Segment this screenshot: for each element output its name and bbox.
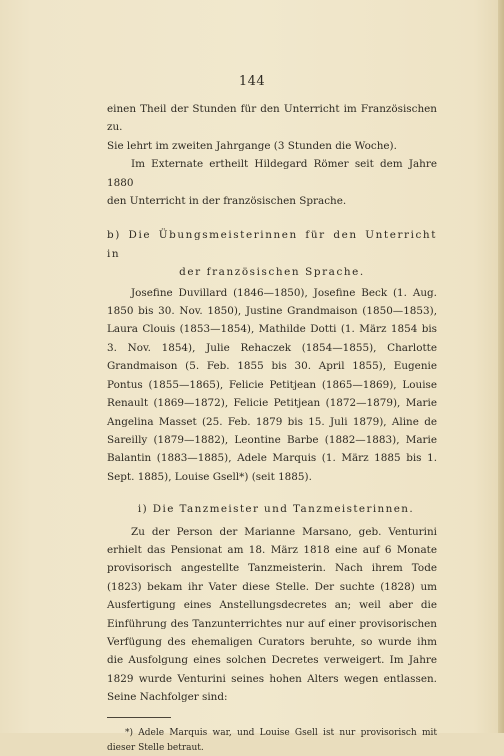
page-number: 144 <box>238 74 266 89</box>
page-body <box>107 100 437 756</box>
section-heading-b-line2: der französischen Sprache. <box>179 266 365 279</box>
footnote-divider <box>107 717 171 718</box>
paragraph-dance-masters: Zu der Person der Marianne Marsano, geb. Venturini erhielt das Pensionat am 18. März 1818 eine auf 6 Monate provisorisch angestellte Tanzmeisterin. Nach ihrem Tode (1823) bekam ihr Vater diese Stelle. Der suchte (1828) um Ausfertigung eines Anstellungsdecretes an; weil aber die Einführung des Tanzunterrichtes nur auf einer provisorischen Verfügung des ehemaligen Curators beruhte, so wurde ihm die Ausfolgung eines solchen Decretes verweigert. Im Jahre 1829 wurde Venturini seines hohen Alters wegen entlassen. Seine Nachfolger sind: <box>107 525 437 704</box>
section-heading-i: i) Die Tanzmeister und Tanzmeisterinnen. <box>137 503 415 516</box>
page-edge <box>498 0 504 733</box>
paragraph-teachers: Josefine Duvillard (1846—1850), Josefine Beck (1. Aug. 1850 bis 30. Nov. 1850), Justine Grandmaison (1850—1853), Laura Clouis (1853—1854), Mathilde Dotti (1. März 1854 bis 3. Nov. 1854), Julie Rehaczek (1854—1855), Charlotte Grandmaison (5. Feb. 1855 bis 30. April 1855), Eugenie Pontus (1855—1865), Felicie Petitjean (1865—1869), Louise Renault (1869—1872), Felicie Petitjean (1872—1879), Marie Angelina Masset (25. Feb. 1879 bis 15. Juli 1879), Aline de Sareilly (1879—1882), Leontine Barbe (1882—1883), Marie Balantin (1883—1885), Adele Marquis (1. März 1885 bis 1. Sept. 1885), Louise Gsell*) (seit 1885). <box>107 286 437 483</box>
section-heading-b-line1: b) Die Übungsmeisterinnen für den Unterricht in <box>107 229 437 260</box>
text-line: einen Theil der Stunden für den Unterricht im Französischen zu. <box>107 103 437 134</box>
text-line: den Unterricht in der französischen Sprache. <box>107 195 347 208</box>
footnote: *) Adele Marquis war, und Louise Gsell ist nur provisorisch mit dieser Stelle betraut. <box>107 727 437 753</box>
text-line: Sie lehrt im zweiten Jahrgange (3 Stunden die Woche). <box>107 139 397 152</box>
section-heading-b <box>107 226 437 281</box>
text-line: Im Externate ertheilt Hildegard Römer seit dem Jahre 1880 <box>107 158 437 189</box>
